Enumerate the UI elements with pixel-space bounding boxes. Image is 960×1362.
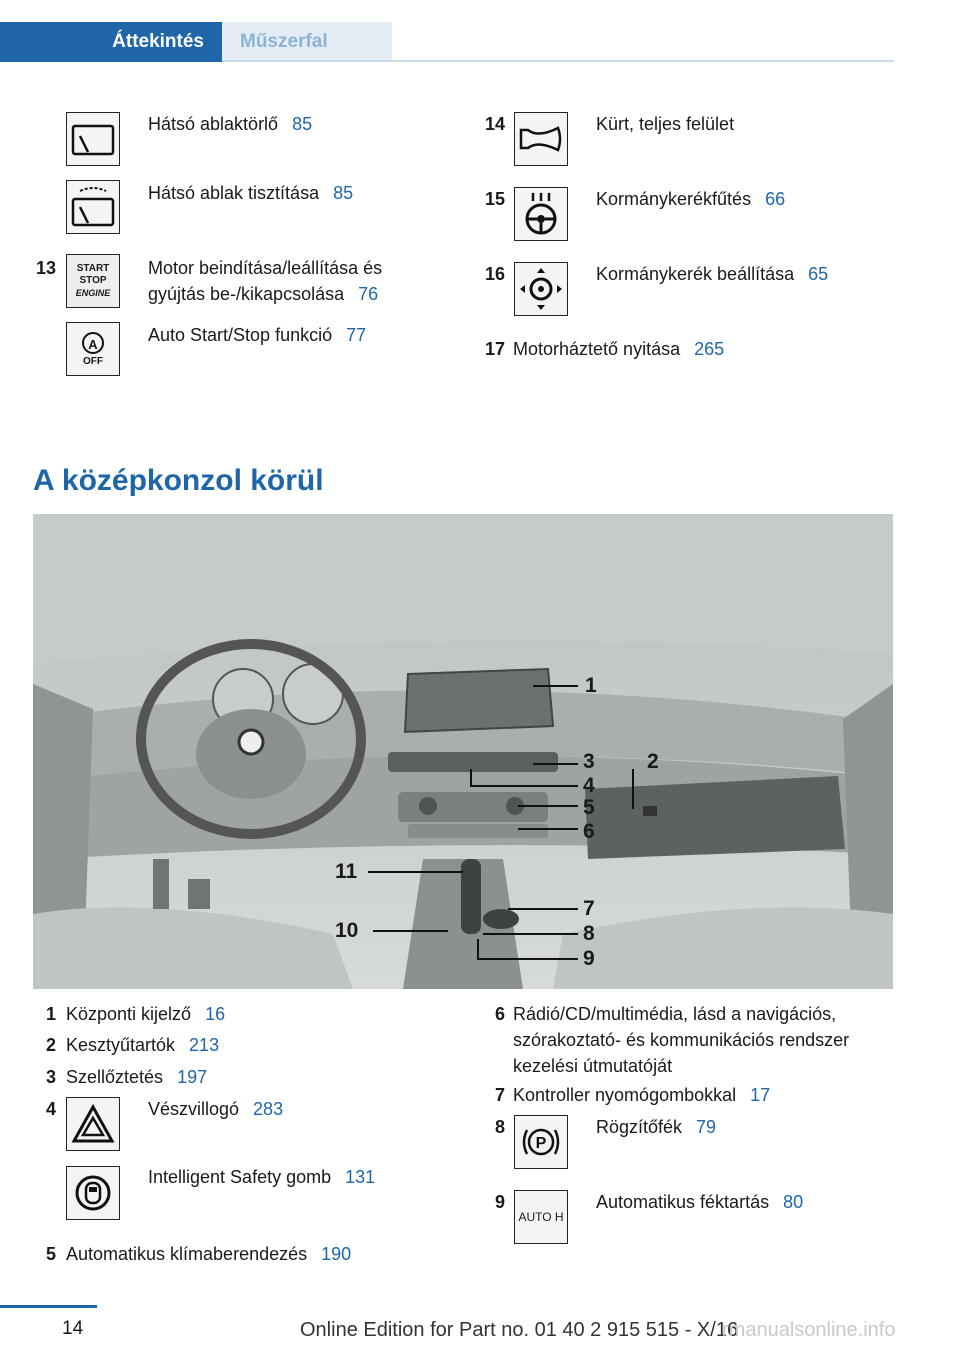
callout-label: 11 (335, 860, 358, 883)
callout-label: 1 (585, 674, 597, 697)
list-item: Motor beindítása/leállítása és gyújtás be-/kikapcsolása 76 (148, 258, 383, 304)
callout-label: 3 (583, 750, 595, 773)
header-divider (222, 60, 894, 62)
page-number-rule (0, 1305, 97, 1308)
callout-label: 4 (583, 774, 595, 797)
list-item: Hátsó ablak tisztítása 85 (148, 183, 354, 203)
item-number: 4 (45, 1099, 56, 1119)
auto-start-stop-icon: A OFF (66, 322, 120, 376)
list-item: Szellőztetés 197 (66, 1067, 208, 1087)
steering-adjust-icon (514, 262, 568, 316)
page-ref-link[interactable]: 80 (783, 1192, 804, 1212)
item-number: 3 (45, 1067, 56, 1087)
item-number: 9 (494, 1192, 505, 1212)
callout-label: 10 (335, 919, 359, 942)
list-item: Kontroller nyomógombokkal 17 (513, 1085, 771, 1105)
item-number: 14 (484, 114, 505, 134)
page-ref-link[interactable]: 197 (177, 1067, 208, 1087)
auto-hold-icon: AUTO H (514, 1190, 568, 1244)
edition-footer: Online Edition for Part no. 01 40 2 915 515 - X/16 (300, 1319, 739, 1341)
list-item: Rögzítőfék 79 (596, 1117, 717, 1137)
page-ref-link[interactable]: 190 (321, 1244, 352, 1264)
item-number: 6 (494, 1004, 505, 1024)
list-item: Hátsó ablaktörlő 85 (148, 114, 313, 134)
callout-label: 7 (583, 897, 595, 920)
page-ref-link[interactable]: 76 (358, 284, 379, 304)
list-item: Rádió/CD/multimédia, lásd a navigációs, szórakoztató- és kommunikációs rendszer kezelési útmutatóját (513, 1004, 850, 1076)
list-item: Auto Start/Stop funkció 77 (148, 325, 367, 345)
rear-wiper-icon (66, 112, 120, 166)
steering-heat-icon (514, 187, 568, 241)
dashboard-illustration (33, 514, 893, 989)
svg-text:P: P (535, 1135, 547, 1152)
list-item: Motorháztető nyitása 265 (513, 339, 725, 359)
item-number: 1 (45, 1004, 56, 1024)
item-number: 2 (45, 1035, 56, 1055)
page-ref-link[interactable]: 17 (750, 1085, 771, 1105)
page-ref-link[interactable]: 65 (808, 264, 829, 284)
page-ref-link[interactable]: 265 (694, 339, 725, 359)
callout-label: 2 (647, 750, 659, 773)
page-ref-link[interactable]: 79 (696, 1117, 717, 1137)
section-title: A középkonzol körül (33, 464, 324, 497)
page-ref-link[interactable]: 16 (205, 1004, 226, 1024)
callout-label: 9 (583, 947, 595, 970)
page-ref-link[interactable]: 213 (189, 1035, 220, 1055)
parking-brake-icon (514, 1115, 568, 1169)
list-item: Intelligent Safety gomb 131 (148, 1167, 376, 1187)
page-ref-link[interactable]: 66 (765, 189, 786, 209)
watermark: rmanualsonline.info (722, 1319, 896, 1341)
page-ref-link[interactable]: 85 (333, 183, 354, 203)
item-number: 16 (484, 264, 505, 284)
list-item: Vészvillogó 283 (148, 1099, 284, 1119)
list-item: Automatikus klímaberendezés 190 (66, 1244, 352, 1264)
tab-dashboard[interactable]: Műszerfal (222, 22, 392, 62)
horn-icon (514, 112, 568, 166)
item-number: 13 (35, 258, 56, 278)
start-stop-icon: START STOP ENGINE (66, 254, 120, 308)
page-ref-link[interactable]: 131 (345, 1167, 376, 1187)
callout-label: 5 (583, 796, 595, 819)
rear-washer-icon (66, 180, 120, 234)
hazard-icon (66, 1097, 120, 1151)
page-ref-link[interactable]: 77 (346, 325, 367, 345)
list-item: Kormánykerék beállítása 65 (596, 264, 829, 284)
intelligent-safety-icon (66, 1166, 120, 1220)
item-number: 7 (494, 1085, 505, 1105)
item-number: 15 (484, 189, 505, 209)
page-ref-link[interactable]: 283 (253, 1099, 284, 1119)
callout-label: 6 (583, 820, 595, 843)
tab-overview[interactable]: Áttekintés (0, 22, 222, 62)
list-item: Kürt, teljes felület (596, 114, 735, 134)
item-number: 8 (494, 1117, 505, 1137)
item-number: 5 (45, 1244, 56, 1264)
callout-label: 8 (583, 922, 595, 945)
list-item: Automatikus féktartás 80 (596, 1192, 804, 1212)
page-number: 14 (62, 1318, 84, 1339)
list-item: Kormánykerékfűtés 66 (596, 189, 786, 209)
item-number: 17 (484, 339, 505, 359)
list-item: Kesztyűtartók 213 (66, 1035, 220, 1055)
list-item: Központi kijelző 16 (66, 1004, 226, 1024)
page-ref-link[interactable]: 85 (292, 114, 313, 134)
